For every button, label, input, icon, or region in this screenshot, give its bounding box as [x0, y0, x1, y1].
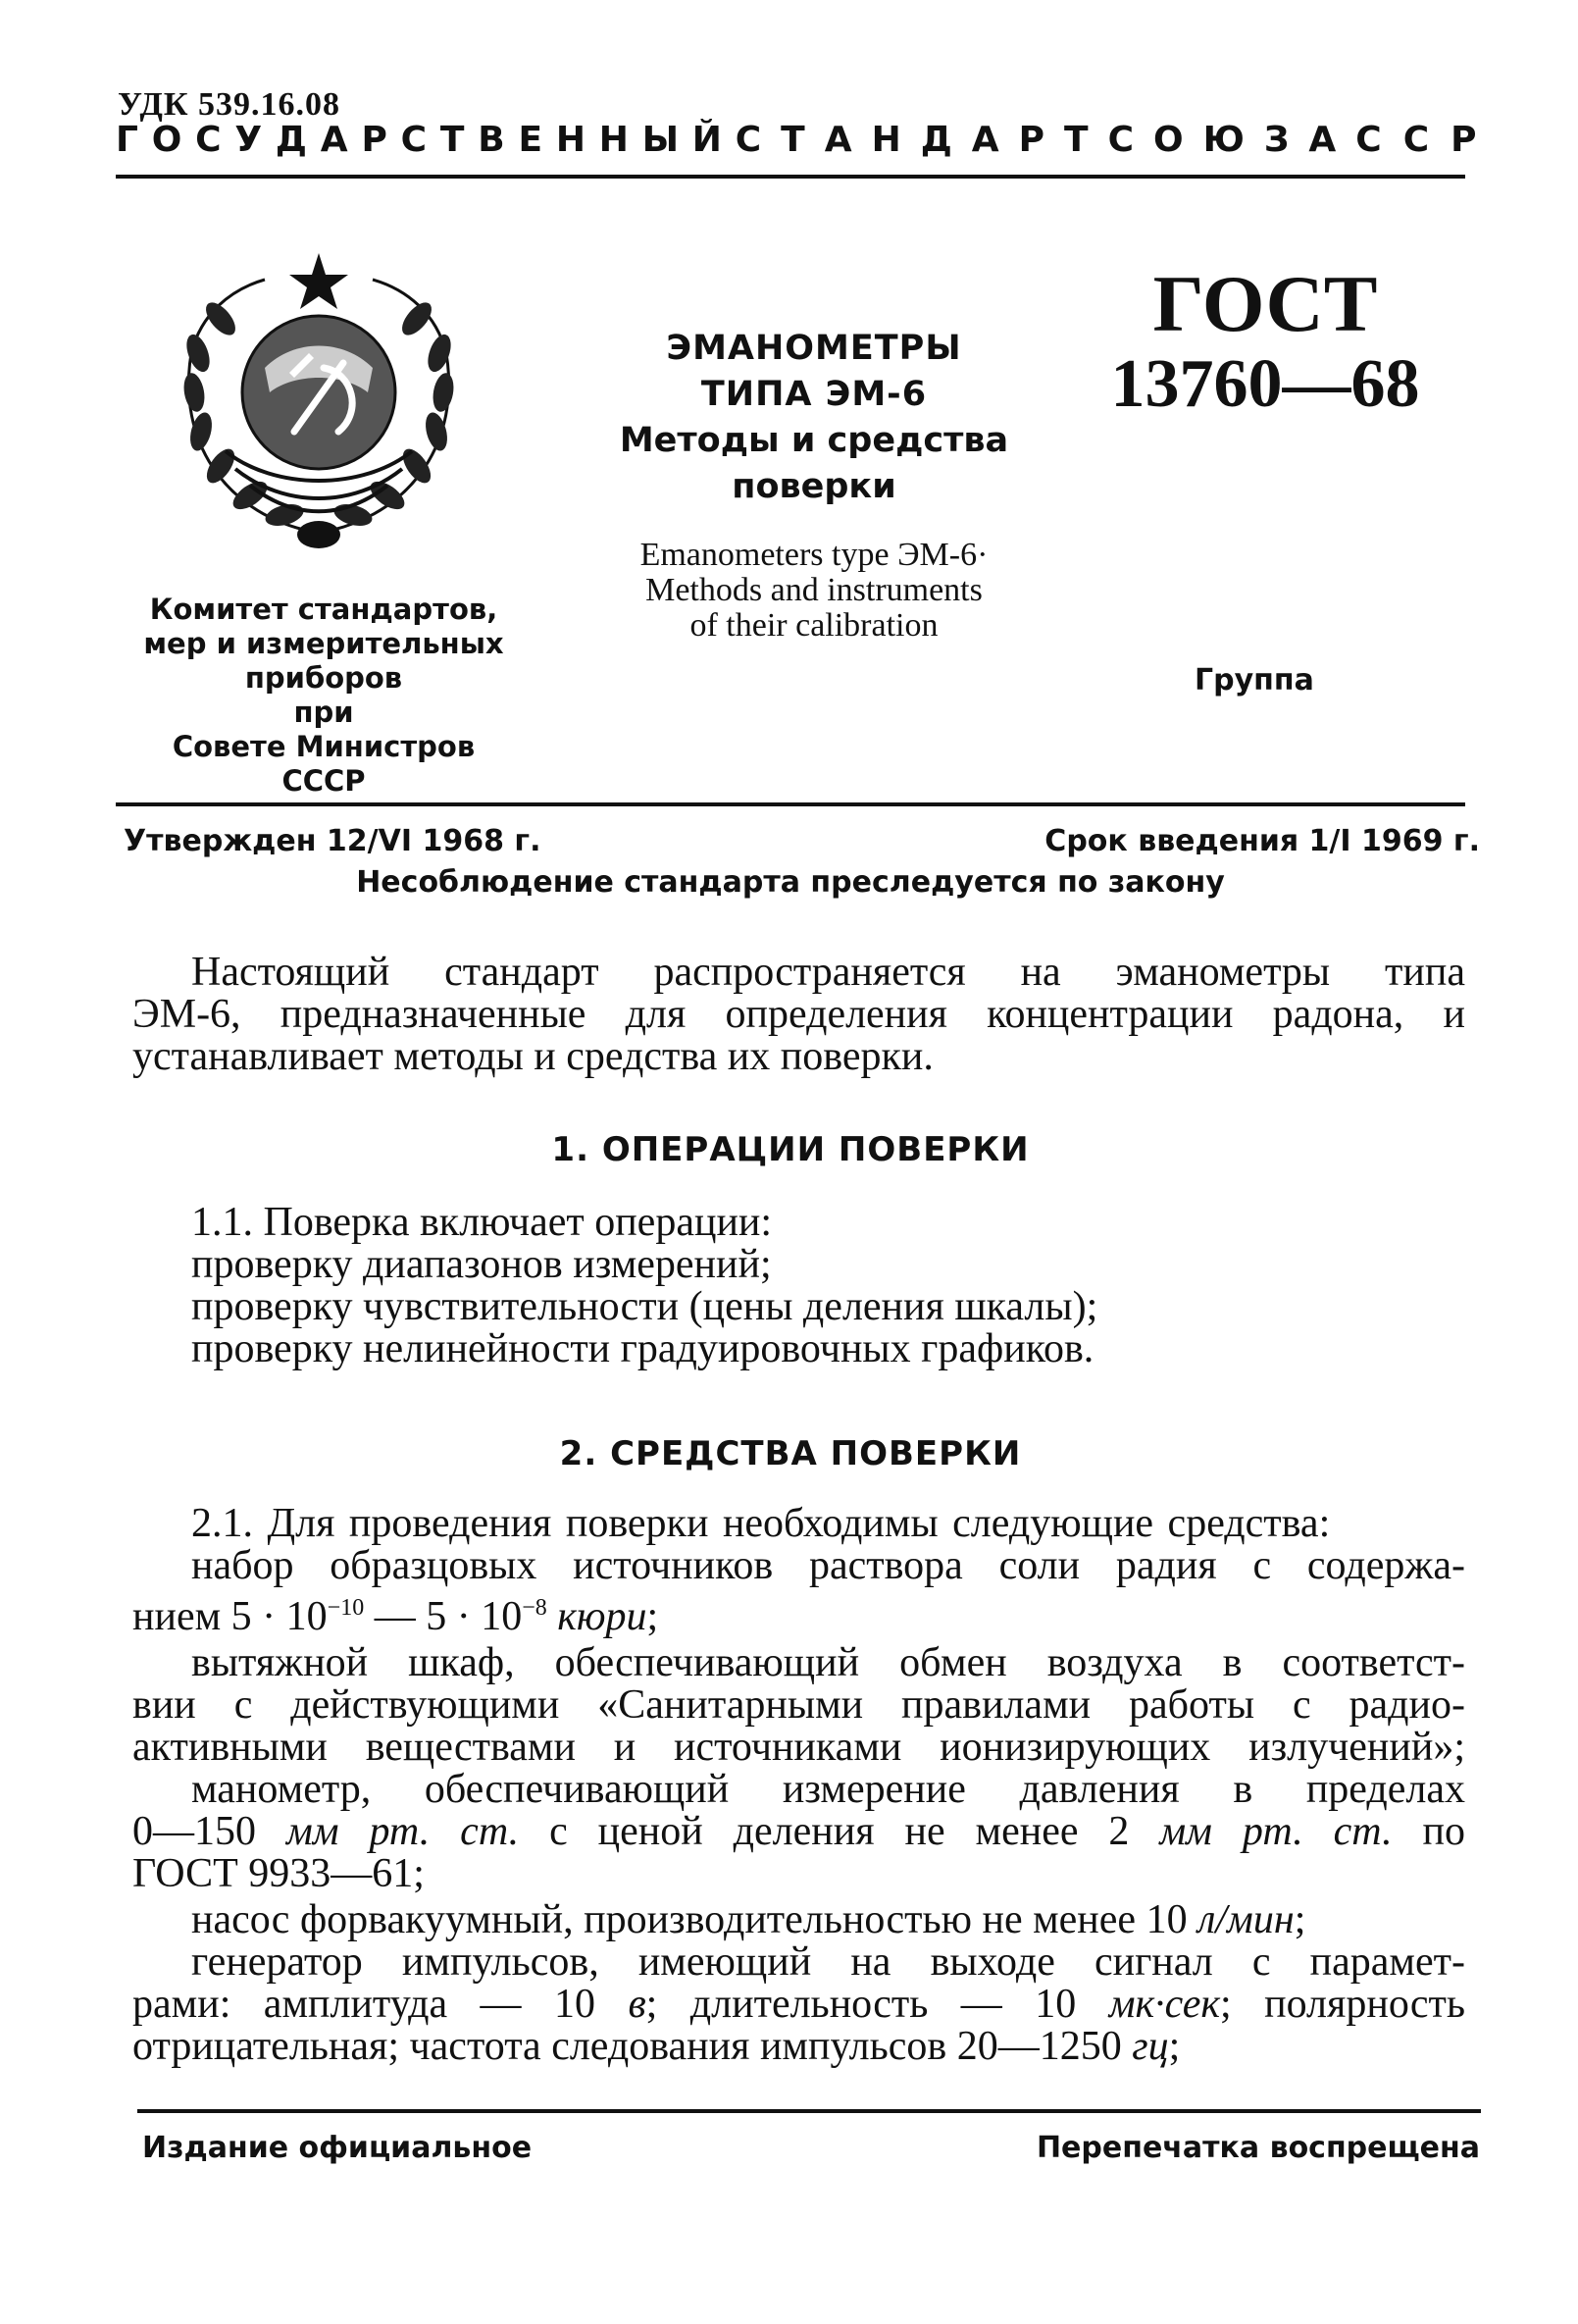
footer-rule: [137, 2109, 1481, 2113]
effective-date: Срок введения 1/I 1969 г.: [1044, 824, 1480, 858]
title-rule: [116, 802, 1465, 806]
ussr-emblem: [157, 245, 481, 559]
intro-paragraph: [132, 952, 1465, 1078]
committee-line: Комитет стандартов,: [149, 593, 498, 626]
udk-code: УДК 539.16.08: [118, 86, 341, 123]
item5-text: ; полярность: [1220, 1982, 1466, 2027]
english-title-line: of their calibration: [689, 607, 939, 644]
coat-of-arms-icon: [157, 245, 481, 559]
item4-line: [132, 1899, 1465, 1941]
section2-title: 2. СРЕДСТВА ПОВЕРКИ: [559, 1434, 1022, 1473]
unit-curie: кюри: [557, 1594, 647, 1639]
unit-microsec: мк·сек: [1108, 1982, 1221, 2027]
intro-line: устанавливает методы и средства их поверки.: [132, 1034, 934, 1079]
item3-line: манометр, обеспечивающий измерение давления в пределах: [191, 1767, 1465, 1812]
item3-line: ГОСТ 9933—61;: [132, 1851, 425, 1896]
section1-line: 1.1. Поверка включает операции:: [191, 1200, 773, 1245]
group-label: Группа: [1195, 663, 1314, 697]
section2-body: [132, 1503, 1465, 2068]
banner-word: ГОСУДАРСТВЕННЫЙ: [116, 120, 736, 160]
item3-text: с ценой деления не менее 2: [549, 1809, 1130, 1854]
item1-line: [132, 1587, 1465, 1638]
item2-line: вытяжной шкаф, обеспечивающий обмен воздуха в соответст-: [191, 1640, 1465, 1685]
section1-line: проверку нелинейности градуировочных графиков.: [191, 1326, 1094, 1371]
intro-line: ЭМ-6, предназначенные для определения концентрации радона, и: [132, 992, 1465, 1037]
title-line: ТИПА ЭМ-6: [700, 375, 928, 414]
item4-text: насос форвакуумный, производительностью не менее 10: [191, 1897, 1188, 1942]
item2-line: вии с действующими «Санитарными правилами работы с радио-: [132, 1682, 1465, 1728]
banner-word: ССР: [1355, 120, 1499, 160]
approval-date: Утвержден 12/VI 1968 г.: [124, 824, 541, 858]
exponent: −8: [522, 1595, 547, 1621]
committee-line: СССР: [281, 764, 366, 798]
section1-line: проверку диапазонов измерений;: [191, 1242, 772, 1287]
header-rule: [116, 175, 1465, 179]
committee-name: [127, 593, 520, 799]
item3-range: 0—150: [132, 1809, 256, 1854]
gost-label: ГОСТ: [1152, 259, 1378, 348]
item5-text: рами: амплитуда — 10: [132, 1982, 595, 2027]
punct: ;: [1168, 2024, 1181, 2069]
title-line: поверки: [732, 467, 896, 506]
banner-word: СОЮЗА: [1107, 120, 1356, 160]
title-line: Методы и средства: [619, 421, 1009, 460]
section1-body: [191, 1202, 1368, 1370]
item5-line: генератор импульсов, имеющий на выходе сигнал с парамет-: [191, 1939, 1465, 1985]
gost-number: 13760—68: [1110, 346, 1420, 422]
banner-word: СТАНДАРТ: [735, 120, 1108, 160]
state-standard-banner: [116, 120, 1499, 160]
unit-volt: в: [628, 1982, 646, 2027]
punct: ;: [646, 1594, 659, 1639]
item5-text: отрицательная; частота следования импульсов 20—1250: [132, 2024, 1122, 2069]
unit-lpm: л/мин: [1197, 1897, 1295, 1942]
item5-line: [132, 1984, 1465, 2026]
section1-line: проверку чувствительности (цены деления шкалы);: [191, 1284, 1098, 1329]
document-title: [598, 326, 1030, 510]
intro-line: Настоящий стандарт распространяется на эманометры типа: [191, 950, 1465, 995]
footer-official-edition: Издание официальное: [142, 2131, 533, 2165]
item2-line: активными веществами и источниками ионизирующих излучений»;: [132, 1725, 1465, 1770]
item3-text: по: [1422, 1809, 1466, 1854]
committee-line: при: [293, 696, 354, 729]
item1-text: нием 5 · 10: [132, 1594, 328, 1639]
item1-text: — 5 · 10: [364, 1594, 523, 1639]
unit-mmhg: мм рт. ст.: [1159, 1809, 1393, 1854]
item3-line: [132, 1811, 1465, 1853]
committee-line: мер и измерительных: [143, 627, 504, 660]
item1-line: набор образцовых источников раствора соли радия с содержа-: [191, 1543, 1465, 1588]
item5-text: ; длительность — 10: [645, 1982, 1077, 2027]
section2-lead: 2.1. Для проведения поверки необходимы следующие средства:: [191, 1501, 1331, 1546]
committee-line: приборов: [244, 661, 403, 695]
item5-line: [132, 2026, 1465, 2068]
footer-reprint-prohibited: Перепечатка воспрещена: [1036, 2131, 1480, 2165]
section1-title: 1. ОПЕРАЦИИ ПОВЕРКИ: [551, 1130, 1030, 1169]
title-line: ЭМАНОМЕТРЫ: [666, 329, 962, 368]
english-title-line: Emanometers type ЭМ-6·: [639, 537, 989, 573]
english-title-line: Methods and instruments: [645, 572, 983, 608]
legal-notice: Несоблюдение стандарта преследуется по закону: [356, 865, 1225, 900]
exponent: −10: [327, 1595, 365, 1621]
punct: ;: [1294, 1897, 1306, 1942]
unit-hz: гц: [1132, 2024, 1169, 2069]
committee-line: Совете Министров: [172, 730, 476, 763]
english-title: [588, 538, 1040, 644]
unit-mmhg: мм рт. ст.: [285, 1809, 520, 1854]
